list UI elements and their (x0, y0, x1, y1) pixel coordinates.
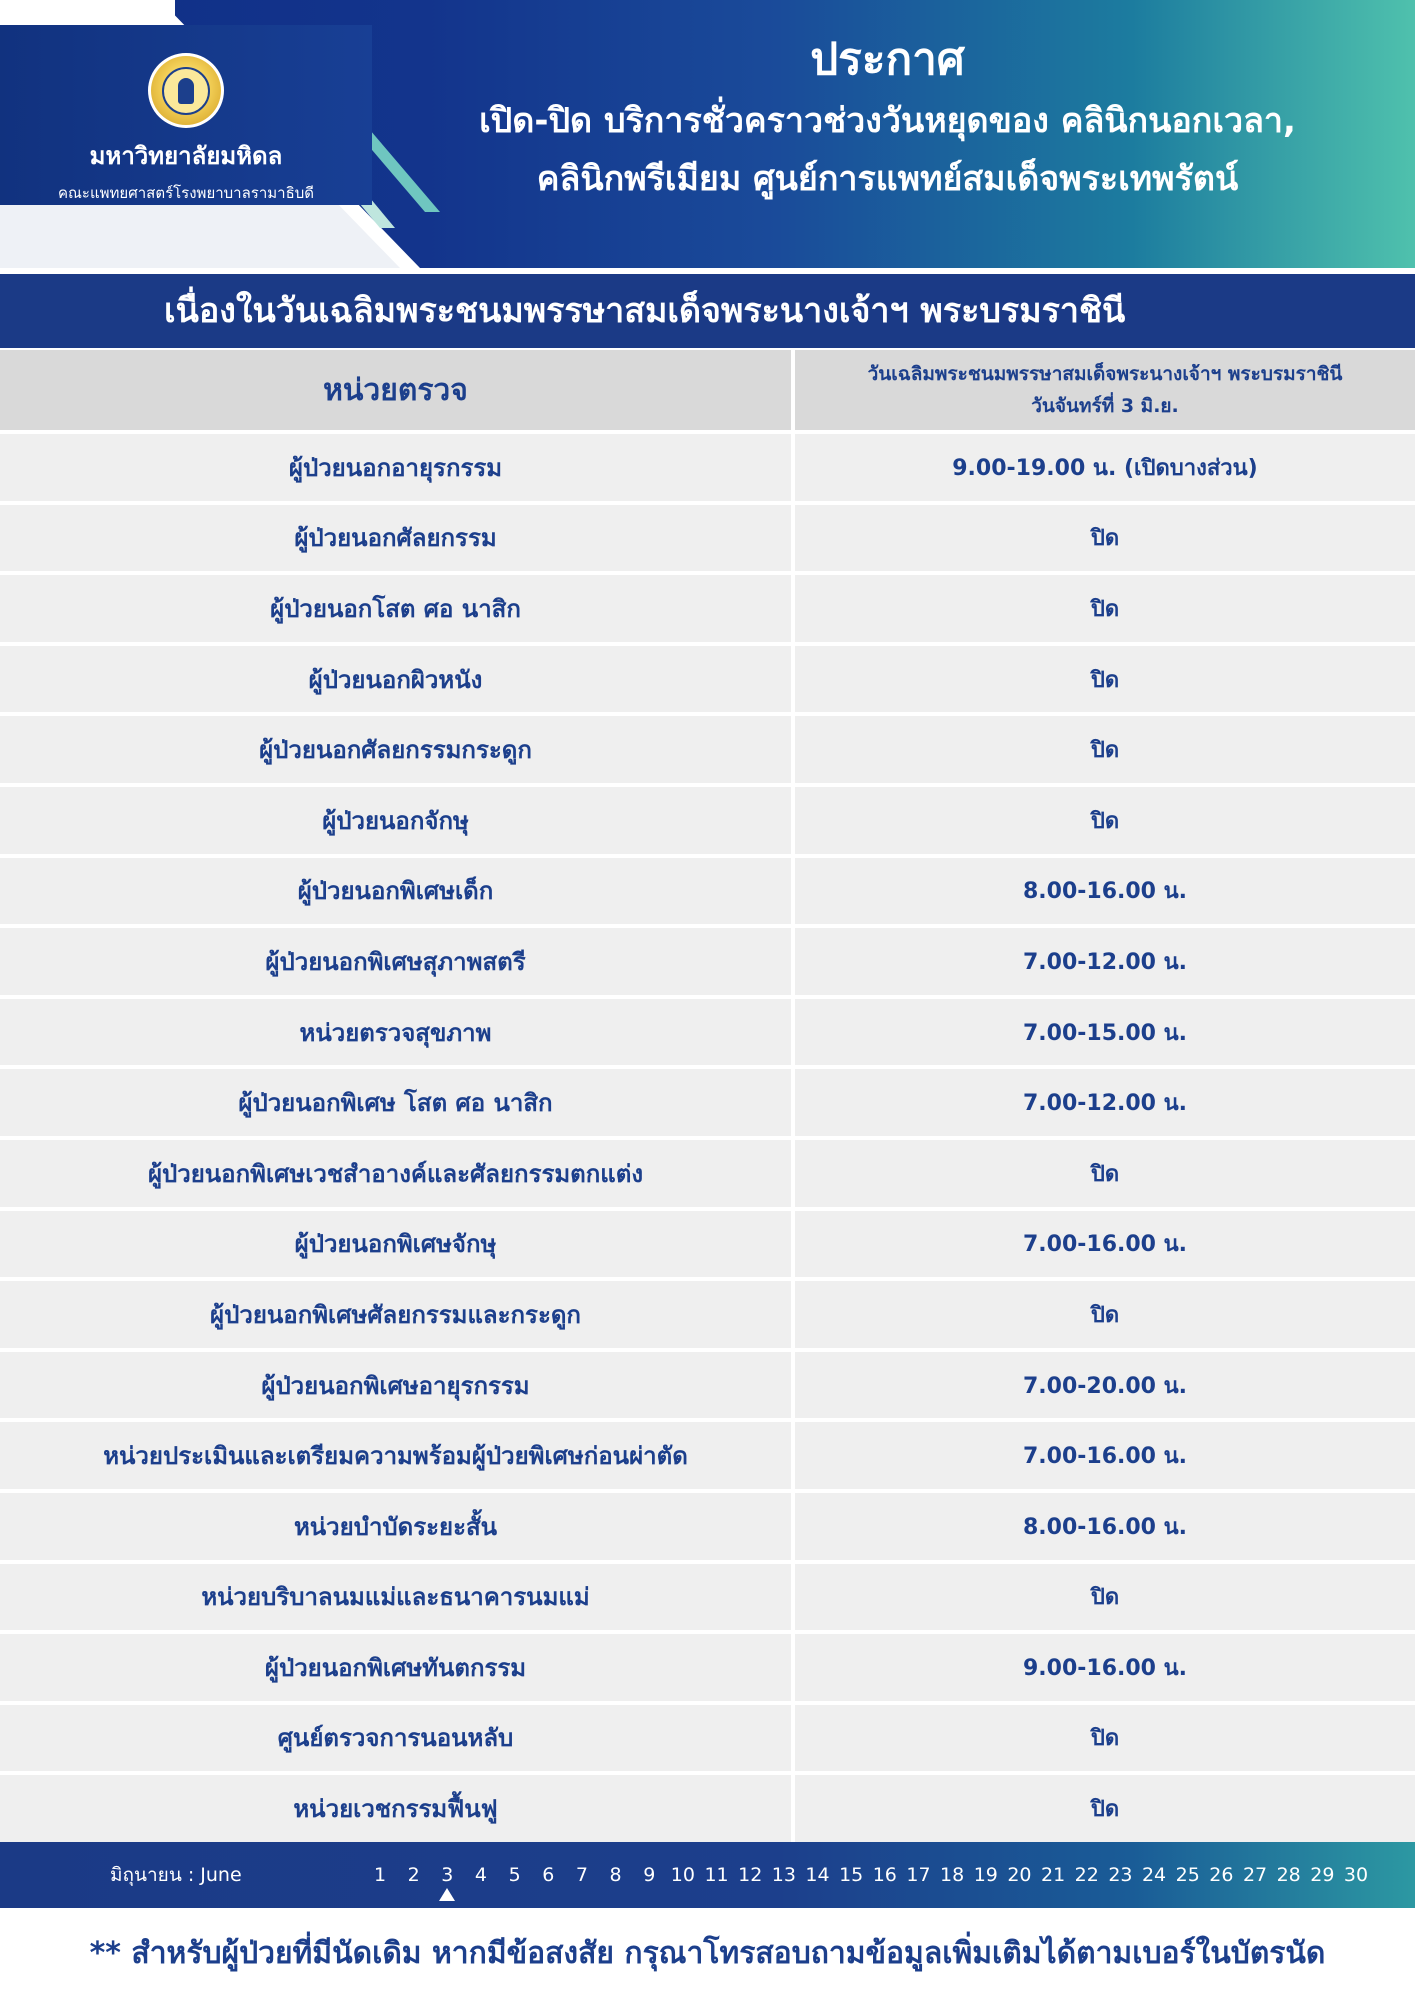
announcement-title-block (400, 28, 1375, 208)
table-row (0, 999, 1415, 1070)
column-header-unit: หน่วยตรวจ (0, 350, 795, 430)
calendar-day: 22 (1074, 1864, 1099, 1886)
hours-cell: ปิด (1090, 596, 1120, 622)
calendar-day: 17 (906, 1864, 931, 1886)
hours-cell: 7.00-20.00 น. (1022, 1373, 1188, 1399)
announcement-title-line-2: คลินิกพรีเมียม ศูนย์การแพทย์สมเด็จพระเทพรัตน์ (536, 159, 1239, 199)
hours-cell: ปิด (1090, 526, 1120, 552)
calendar-day: 23 (1108, 1864, 1133, 1886)
table-row (0, 575, 1415, 646)
unit-cell: ผู้ป่วยนอกอายุรกรรม (0, 434, 795, 501)
calendar-day: 2 (407, 1864, 420, 1886)
unit-cell: ผู้ป่วยนอกพิเศษ โสต ศอ นาสิก (0, 1069, 795, 1136)
unit-cell: ผู้ป่วยนอกศัลยกรรม (0, 505, 795, 572)
university-name: มหาวิทยาลัยมหิดล (89, 142, 283, 170)
calendar-day: 27 (1242, 1864, 1268, 1886)
calendar-days (372, 1842, 1382, 1908)
hours-cell: ปิด (1090, 808, 1120, 834)
table-row (0, 1564, 1415, 1635)
hours-cell: ปิด (1090, 1302, 1120, 1328)
calendar-day: 10 (670, 1864, 695, 1886)
hours-cell: 8.00-16.00 น. (1022, 879, 1188, 905)
table-row (0, 928, 1415, 999)
unit-cell: ผู้ป่วยนอกพิเศษเวชสำอางค์และศัลยกรรมตกแต่ง (0, 1140, 795, 1207)
calendar-day: 11 (704, 1864, 729, 1886)
calendar-day: 30 (1343, 1864, 1369, 1886)
calendar-day: 6 (542, 1864, 555, 1886)
hours-cell: 9.00-16.00 น. (1022, 1655, 1188, 1681)
unit-cell: หน่วยประเมินและเตรียมความพร้อมผู้ป่วยพิเศษก่อนผ่าตัด (0, 1422, 795, 1489)
unit-cell: ผู้ป่วยนอกผิวหนัง (0, 646, 795, 713)
calendar-day: 20 (1007, 1864, 1032, 1886)
calendar-day: 28 (1276, 1864, 1301, 1886)
unit-cell: ผู้ป่วยนอกพิเศษเด็ก (0, 858, 795, 925)
unit-cell: ผู้ป่วยนอกพิเศษจักษุ (0, 1211, 795, 1278)
calendar-day: 4 (474, 1864, 487, 1886)
calendar-day: 14 (805, 1864, 830, 1886)
announcement-title: ประกาศ (810, 34, 965, 85)
calendar-day: 18 (940, 1864, 965, 1886)
calendar-day: 24 (1141, 1864, 1167, 1886)
header-banner (0, 0, 1415, 268)
calendar-day: 26 (1209, 1864, 1234, 1886)
calendar-day: 25 (1175, 1864, 1200, 1886)
selected-day-marker-icon (439, 1888, 455, 1901)
table-row (0, 1493, 1415, 1564)
logo-panel (0, 25, 372, 205)
hours-cell: 7.00-12.00 น. (1022, 949, 1188, 975)
unit-cell: ผู้ป่วยนอกพิเศษอายุรกรรม (0, 1352, 795, 1419)
unit-cell: ผู้ป่วยนอกโสต ศอ นาสิก (0, 575, 795, 642)
hours-cell: ปิด (1090, 667, 1120, 693)
calendar-day: 29 (1310, 1864, 1335, 1886)
table-row (0, 1211, 1415, 1282)
table-row (0, 1281, 1415, 1352)
calendar-day: 7 (575, 1864, 588, 1886)
calendar-day: 3 (441, 1864, 454, 1886)
calendar-strip (0, 1842, 1415, 1908)
university-seal-icon (148, 53, 224, 128)
hours-cell: ปิด (1090, 1726, 1120, 1752)
unit-cell: หน่วยบริบาลนมแม่และธนาคารนมแม่ (0, 1564, 795, 1631)
table-row (0, 505, 1415, 576)
hours-cell: ปิด (1090, 1585, 1120, 1611)
table-header-row (0, 350, 1415, 434)
unit-cell: หน่วยบำบัดระยะสั้น (0, 1493, 795, 1560)
table-row (0, 646, 1415, 717)
calendar-day: 12 (738, 1864, 763, 1886)
hours-cell: ปิด (1090, 738, 1120, 764)
unit-cell: หน่วยเวชกรรมฟื้นฟู (0, 1775, 795, 1842)
calendar-day: 15 (839, 1864, 864, 1886)
hours-cell: 7.00-12.00 น. (1022, 1091, 1188, 1117)
hours-cell: 7.00-15.00 น. (1022, 1020, 1188, 1046)
table-row (0, 1352, 1415, 1423)
occasion-subtitle: เนื่องในวันเฉลิมพระชนมพรรษาสมเด็จพระนางเจ้าฯ พระบรมราชินี (0, 274, 1415, 348)
calendar-day: 16 (872, 1864, 897, 1886)
hours-cell: 8.00-16.00 น. (1022, 1514, 1188, 1540)
calendar-day: 8 (609, 1864, 622, 1886)
unit-cell: ผู้ป่วยนอกพิเศษสุภาพสตรี (0, 928, 795, 995)
announcement-title-line-1: เปิด-ปิด บริการชั่วคราวช่วงวันหยุดของ คลินิกนอกเวลา, (479, 101, 1296, 141)
unit-cell: ศูนย์ตรวจการนอนหลับ (0, 1705, 795, 1772)
table-row (0, 1422, 1415, 1493)
schedule-table (0, 350, 1415, 1846)
faculty-name: คณะแพทยศาสตร์โรงพยาบาลรามาธิบดี (57, 184, 315, 202)
hours-cell: ปิด (1090, 1161, 1120, 1187)
table-body (0, 434, 1415, 1846)
table-row (0, 716, 1415, 787)
table-row (0, 434, 1415, 505)
table-row (0, 1705, 1415, 1776)
calendar-day: 1 (373, 1864, 387, 1886)
calendar-day: 19 (973, 1864, 998, 1886)
table-row (0, 787, 1415, 858)
calendar-month-label: มิถุนายน : June (110, 1864, 242, 1886)
table-row (0, 1775, 1415, 1846)
column-header-date (795, 350, 1415, 430)
hours-cell: 7.00-16.00 น. (1022, 1444, 1188, 1470)
calendar-day: 5 (508, 1864, 521, 1886)
hours-cell: 7.00-16.00 น. (1022, 1232, 1188, 1258)
table-row (0, 1069, 1415, 1140)
column-header-date-line-2: วันจันทร์ที่ 3 มิ.ย. (1031, 395, 1179, 417)
hours-cell: 9.00-19.00 น. (เปิดบางส่วน) (952, 455, 1258, 481)
table-row (0, 1140, 1415, 1211)
calendar-day: 21 (1041, 1864, 1066, 1886)
unit-cell: หน่วยตรวจสุขภาพ (0, 999, 795, 1066)
calendar-day: 9 (643, 1864, 656, 1886)
column-header-date-line-1: วันเฉลิมพระชนมพรรษาสมเด็จพระนางเจ้าฯ พระบรมราชินี (867, 363, 1343, 385)
calendar-day: 13 (771, 1864, 796, 1886)
unit-cell: ผู้ป่วยนอกพิเศษศัลยกรรมและกระดูก (0, 1281, 795, 1348)
unit-cell: ผู้ป่วยนอกศัลยกรรมกระดูก (0, 716, 795, 783)
table-row (0, 858, 1415, 929)
hours-cell: ปิด (1090, 1797, 1120, 1823)
unit-cell: ผู้ป่วยนอกจักษุ (0, 787, 795, 854)
unit-cell: ผู้ป่วยนอกพิเศษทันตกรรม (0, 1634, 795, 1701)
table-row (0, 1634, 1415, 1705)
footer-note: ** สำหรับผู้ป่วยที่มีนัดเดิม หากมีข้อสงสัย กรุณาโทรสอบถามข้อมูลเพิ่มเติมได้ตามเบอร์ในบัตรนัด (89, 1936, 1326, 1971)
